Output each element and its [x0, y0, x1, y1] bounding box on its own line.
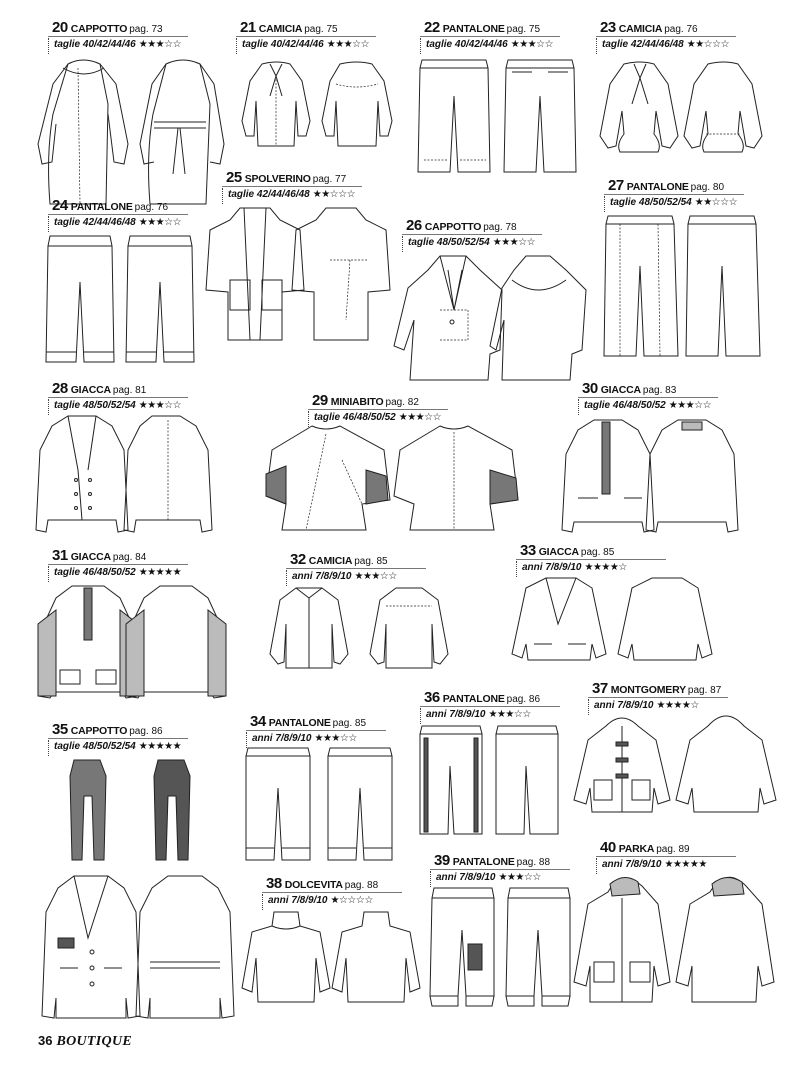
jacket-drawing	[506, 574, 746, 674]
jacket-drawing	[34, 580, 254, 710]
size-range: taglie 40/42/44/46 ★★★☆☆	[54, 39, 182, 50]
difficulty-stars: ★★★☆☆	[326, 39, 370, 50]
page-number: 36	[38, 1033, 53, 1048]
difficulty-stars: ★☆☆☆☆	[330, 895, 373, 906]
jacket-drawing	[558, 414, 758, 544]
trousers-drawing	[416, 56, 586, 176]
difficulty-stars: ★★★★☆	[656, 700, 699, 711]
page-footer	[38, 1032, 132, 1050]
coat-drawing	[40, 868, 240, 1028]
difficulty-stars: ★★☆☆☆	[686, 39, 730, 50]
difficulty-stars: ★★★☆☆	[498, 872, 541, 883]
blouse-drawing	[590, 56, 780, 166]
difficulty-stars: ★★★☆☆	[398, 412, 442, 423]
trousers-drawing	[240, 744, 410, 864]
difficulty-stars: ★★☆☆☆	[312, 189, 356, 200]
difficulty-stars: ★★☆☆☆	[694, 197, 738, 208]
difficulty-stars: ★★★☆☆	[138, 39, 182, 50]
item-header: 20 CAPPOTTO pag. 73	[52, 19, 163, 36]
turtleneck-drawing	[238, 908, 428, 1008]
difficulty-stars: ★★★☆☆	[138, 400, 182, 411]
trousers-drawing	[414, 722, 574, 838]
blouse-drawing	[232, 56, 412, 156]
trousers-drawing	[42, 232, 202, 372]
magazine-logo: BOUTIQUE	[56, 1034, 132, 1049]
difficulty-stars: ★★★☆☆	[314, 733, 357, 744]
difficulty-stars: ★★★☆☆	[668, 400, 712, 411]
jogger-trousers-drawing	[424, 884, 584, 1014]
duster-coat-drawing	[200, 200, 400, 350]
shirt-drawing	[262, 584, 482, 674]
mini-dress-drawing	[262, 420, 542, 540]
trousers-drawing	[600, 210, 770, 360]
difficulty-stars: ★★★★★	[664, 859, 707, 870]
difficulty-stars: ★★★☆☆	[510, 39, 554, 50]
duffle-coat-drawing	[566, 712, 786, 822]
coat-drawing	[390, 250, 590, 390]
difficulty-stars: ★★★☆☆	[488, 709, 531, 720]
parka-drawing	[566, 872, 786, 1018]
difficulty-stars: ★★★★☆	[584, 562, 627, 573]
difficulty-stars: ★★★★★	[138, 567, 182, 578]
jacket-drawing	[34, 410, 224, 540]
difficulty-stars: ★★★☆☆	[354, 571, 397, 582]
difficulty-stars: ★★★★★	[138, 741, 182, 752]
difficulty-stars: ★★★☆☆	[138, 217, 182, 228]
lining-vest-drawing	[60, 756, 210, 866]
difficulty-stars: ★★★☆☆	[492, 237, 536, 248]
